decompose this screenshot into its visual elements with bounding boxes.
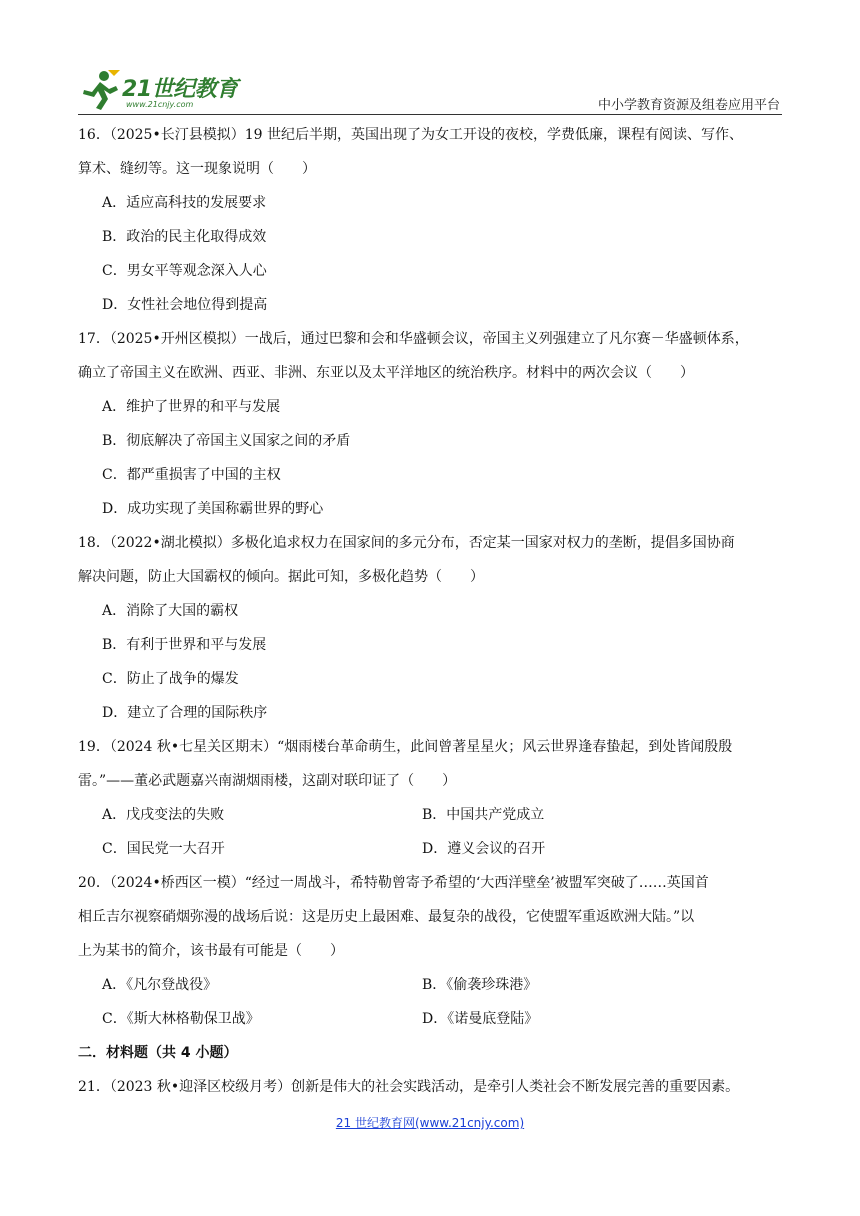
question-20 — [78, 866, 784, 968]
question-text: 上为某书的简介，该书最有可能是（ ） — [78, 943, 344, 959]
option-b[interactable]: B．政治的民主化取得成效 — [102, 229, 267, 245]
option-b[interactable]: B．《偷袭珍珠港》 — [422, 977, 538, 993]
question-text: 相丘吉尔视察硝烟弥漫的战场后说：这是历史上最困难、最复杂的战役，它使盟军重返欧洲大陆。”以 — [78, 909, 695, 925]
option-a[interactable]: A．戊戌变法的失败 — [102, 807, 225, 823]
question-text: 雷。”——董必武题嘉兴南湖烟雨楼，这副对联印证了（ ） — [78, 773, 457, 789]
question-19 — [78, 730, 784, 798]
option-b[interactable]: B．中国共产党成立 — [422, 807, 545, 823]
option-d[interactable]: D．《诺曼底登陆》 — [422, 1011, 539, 1027]
option-a[interactable]: A．《凡尔登战役》 — [102, 977, 218, 993]
question-17 — [78, 322, 784, 390]
option-a[interactable]: A．适应高科技的发展要求 — [102, 195, 267, 211]
question-text: 解决问题，防止大国霸权的倾向。据此可知，多极化趋势（ ） — [78, 569, 484, 585]
option-c[interactable]: C．男女平等观念深入人心 — [102, 263, 267, 279]
question-text: 20．（2024•桥西区一模）“经过一周战斗，希特勒曾寄予希望的‘大西洋壁垒’被盟军突破了……英国首 — [78, 875, 709, 891]
option-b[interactable]: B．彻底解决了帝国主义国家之间的矛盾 — [102, 433, 351, 449]
option-c[interactable]: C．防止了战争的爆发 — [102, 671, 239, 687]
option-c[interactable]: C．《斯大林格勒保卫战》 — [102, 1011, 260, 1027]
footer-link[interactable]: 21 世纪教育网(www.21cnjy.com) — [335, 1116, 525, 1130]
option-row — [78, 798, 784, 832]
option-row — [78, 1002, 784, 1036]
question-text: 17．（2025•开州区模拟）一战后，通过巴黎和会和华盛顿会议，帝国主义列强建立了凡尔赛－华盛顿体系， — [78, 331, 749, 347]
option-row — [78, 968, 784, 1002]
option-d[interactable]: D．女性社会地位得到提高 — [102, 297, 268, 313]
exam-content — [78, 118, 784, 1104]
question-text: 确立了帝国主义在欧洲、西亚、非洲、东亚以及太平洋地区的统治秩序。材料中的两次会议（ ） — [78, 365, 694, 381]
question-16 — [78, 118, 784, 186]
option-d[interactable]: D．建立了合理的国际秩序 — [102, 705, 268, 721]
option-c[interactable]: C．都严重损害了中国的主权 — [102, 467, 281, 483]
question-text: 21．（2023 秋•迎泽区校级月考）创新是伟大的社会实践活动，是牵引人类社会不断发展完善的重要因素。 — [78, 1079, 740, 1095]
site-logo[interactable] — [78, 68, 258, 116]
logo-wordmark: 21世纪教育 — [122, 77, 238, 102]
runner-icon — [78, 68, 122, 112]
question-21 — [78, 1070, 784, 1104]
page-footer — [0, 1112, 860, 1131]
option-d[interactable]: D．遵义会议的召开 — [422, 841, 546, 857]
option-b[interactable]: B．有利于世界和平与发展 — [102, 637, 267, 653]
question-text: 16．（2025•长汀县模拟）19 世纪后半期，英国出现了为女工开设的夜校，学费低廉，课程有阅读、写作、 — [78, 127, 743, 143]
question-text: 18．（2022•湖北模拟）多极化追求权力在国家间的多元分布，否定某一国家对权力的垄断，提倡多国协商 — [78, 535, 735, 551]
option-row — [78, 832, 784, 866]
question-text: 算术、缝纫等。这一现象说明（ ） — [78, 161, 316, 177]
platform-title: 中小学教育资源及组卷应用平台 — [597, 98, 780, 113]
option-a[interactable]: A．消除了大国的霸权 — [102, 603, 239, 619]
question-text: 19．（2024 秋•七星关区期末）“烟雨楼台革命萌生，此间曾著星星火；风云世界逢春蛰起，到处皆闻殷殷 — [78, 739, 733, 755]
logo-url: www.21cnjy.com — [126, 100, 194, 109]
option-c[interactable]: C．国民党一大召开 — [102, 841, 225, 857]
section-title: 二．材料题（共 4 小题） — [78, 1045, 238, 1061]
page-header — [78, 64, 782, 116]
option-a[interactable]: A．维护了世界的和平与发展 — [102, 399, 281, 415]
option-d[interactable]: D．成功实现了美国称霸世界的野心 — [102, 501, 324, 517]
question-18 — [78, 526, 784, 594]
header-divider — [78, 114, 782, 115]
